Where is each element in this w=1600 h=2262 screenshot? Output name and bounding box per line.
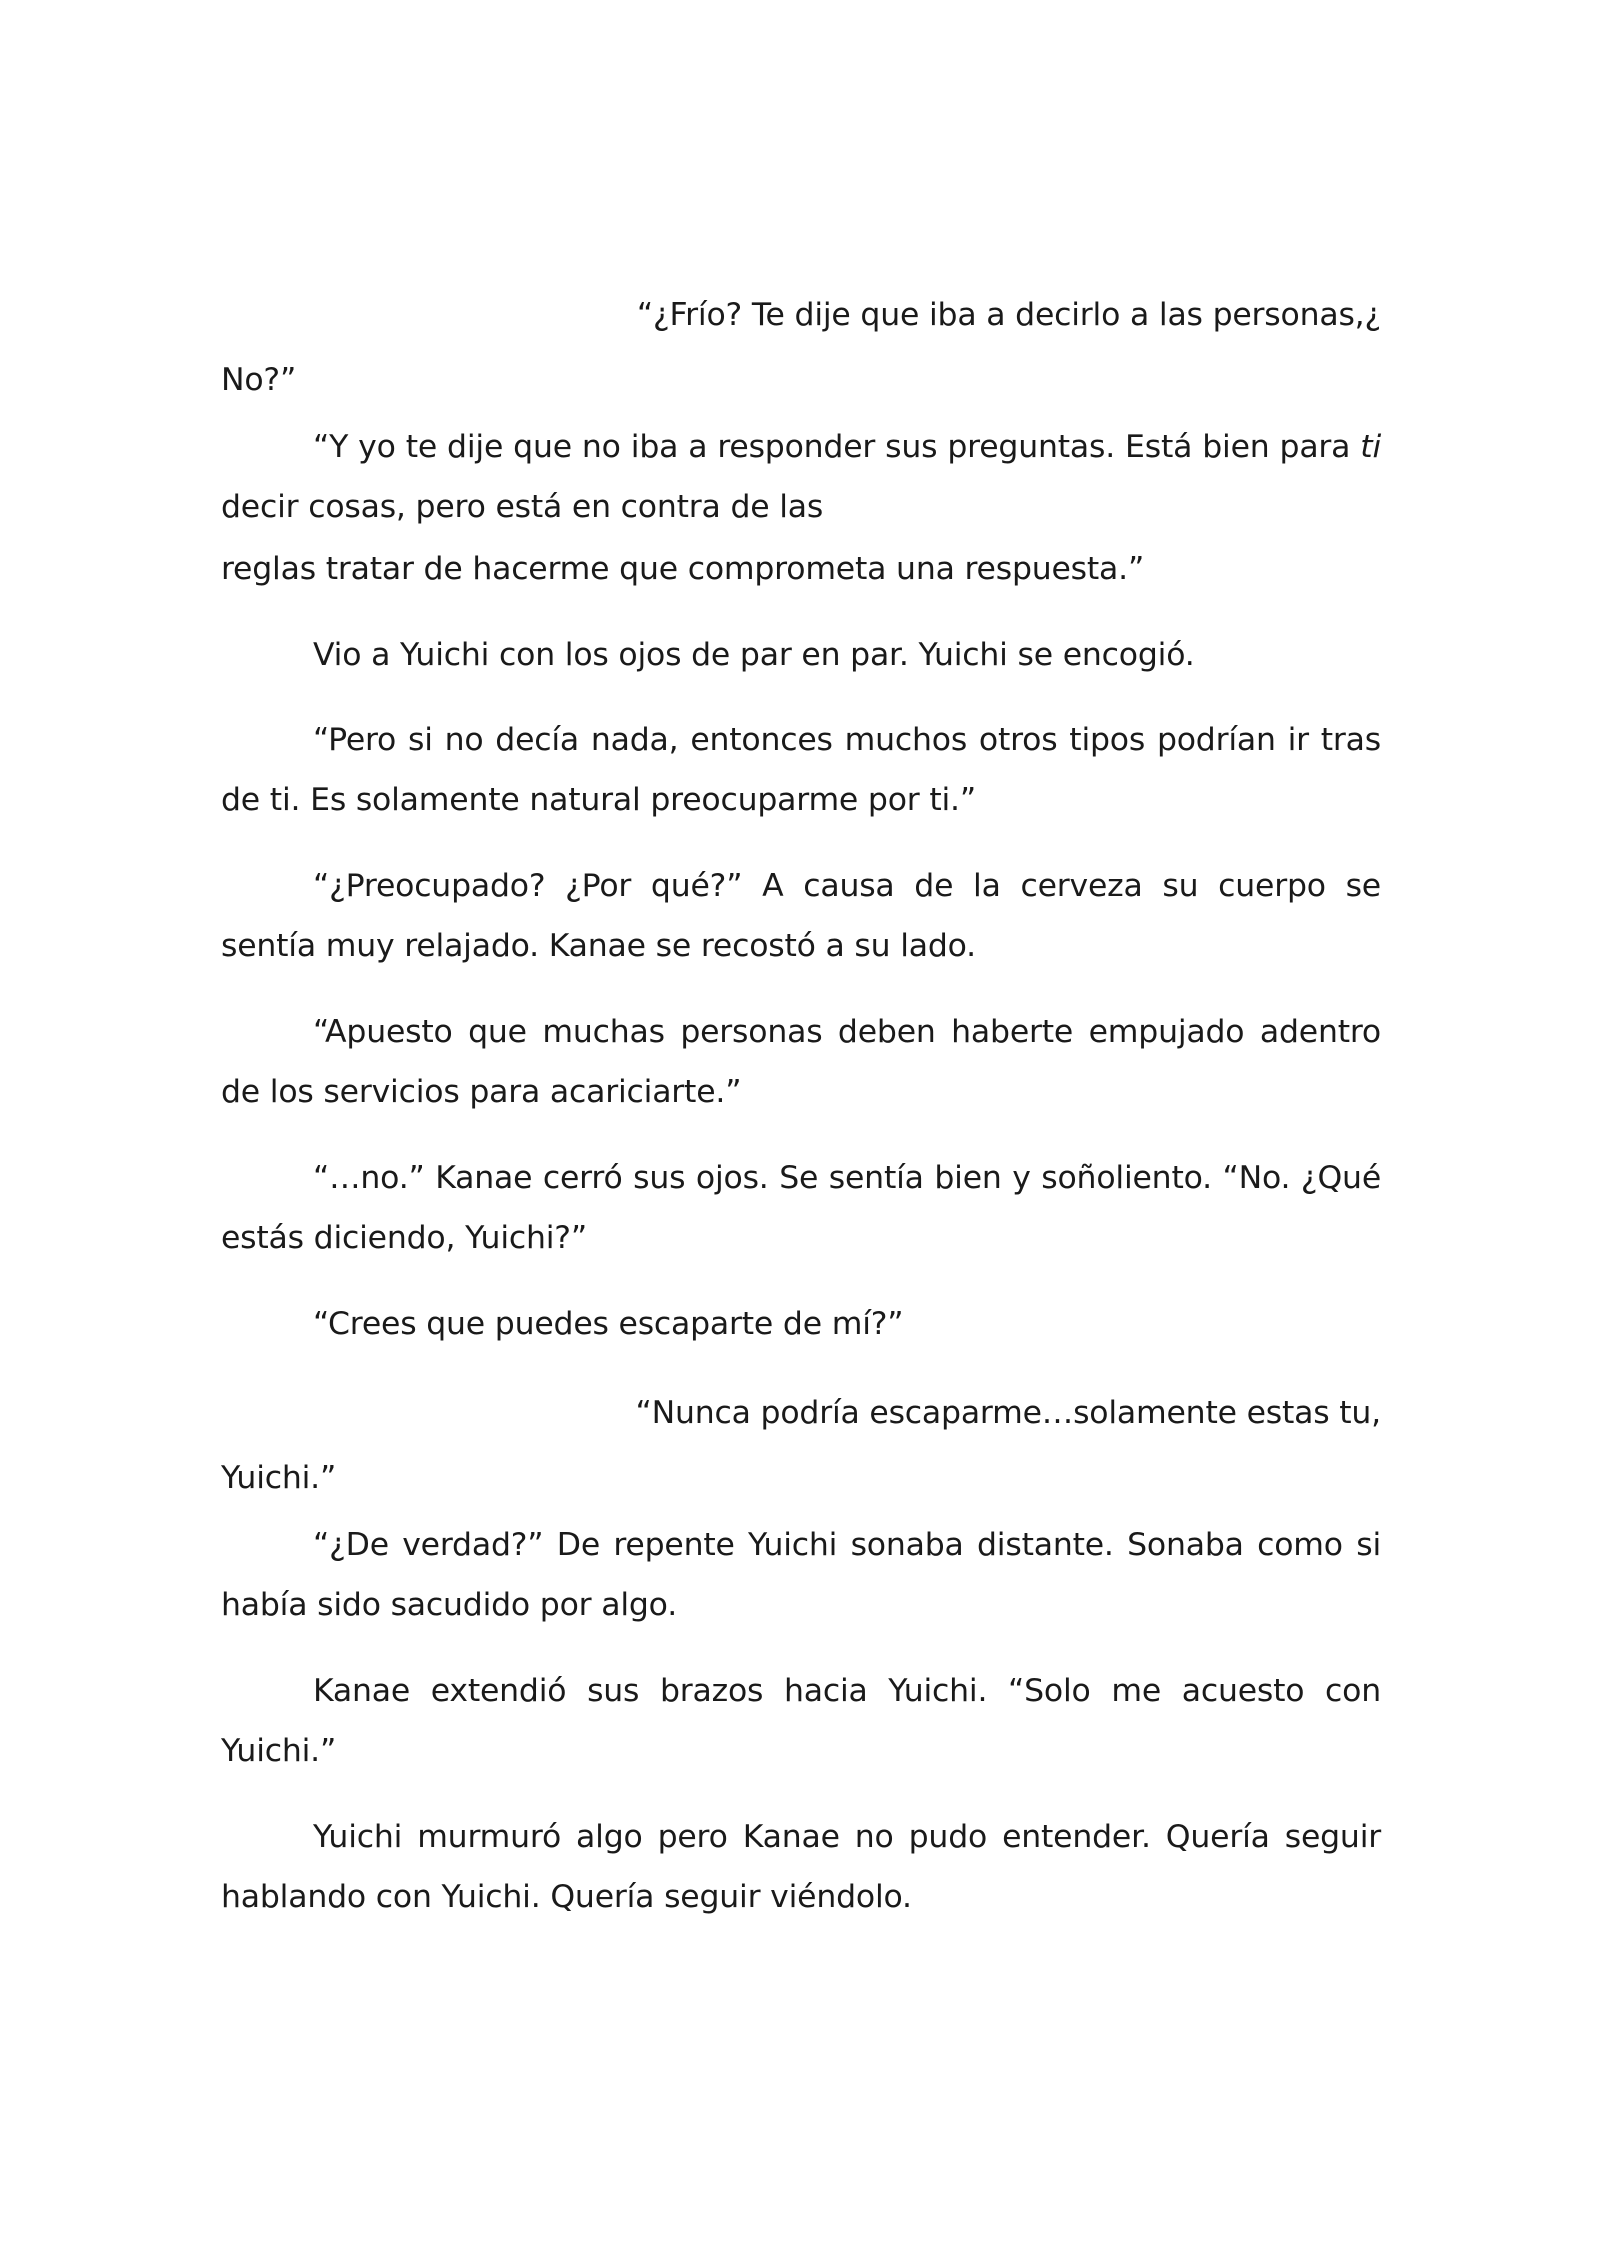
text-line: “Pero si no decía nada, entonces muchos otros tipos podrían ir tras (313, 722, 1381, 758)
text-line: “…no.” Kanae cerró sus ojos. Se sentía bien y soñoliento. “No. ¿Qué (313, 1160, 1381, 1196)
text-line: Kanae extendió sus brazos hacia Yuichi. “Solo me acuesto con (313, 1673, 1381, 1709)
text-line: de ti. Es solamente natural preocuparme por ti.” (221, 782, 976, 818)
text-line: reglas tratar de hacerme que comprometa una respuesta.” (221, 551, 1145, 587)
text-line: Yuichi.” (221, 1460, 337, 1496)
text-span: “Y yo te dije que no iba a responder sus preguntas. Está bien para (313, 429, 1361, 465)
text-line: “¿De verdad?” De repente Yuichi sonaba distante. Sonaba como si (313, 1527, 1381, 1563)
text-line: “¿Frío? Te dije que iba a decirlo a las personas,¿ (636, 297, 1381, 333)
text-line: de los servicios para acariciarte.” (221, 1074, 742, 1110)
text-line: “Nunca podría escaparme…solamente estas tu, (635, 1395, 1381, 1431)
text-line: Vio a Yuichi con los ojos de par en par. Yuichi se encogió. (313, 637, 1195, 673)
text-line: hablando con Yuichi. Quería seguir viéndolo. (221, 1879, 912, 1915)
text-line: estás diciendo, Yuichi?” (221, 1220, 587, 1256)
text-line: sentía muy relajado. Kanae se recostó a su lado. (221, 928, 976, 964)
text-line (313, 427, 1381, 467)
text-line: “Crees que puedes escaparte de mí?” (313, 1306, 904, 1342)
text-line: había sido sacudido por algo. (221, 1587, 678, 1623)
text-line: “Apuesto que muchas personas deben haberte empujado adentro (313, 1014, 1381, 1050)
text-line: “¿Preocupado? ¿Por qué?” A causa de la cerveza su cuerpo se (313, 868, 1381, 904)
text-line: No?” (221, 362, 297, 398)
text-line: Yuichi.” (221, 1733, 337, 1769)
text-line: Yuichi murmuró algo pero Kanae no pudo entender. Quería seguir (313, 1819, 1381, 1855)
italic-word: ti (1360, 429, 1381, 465)
text-line: decir cosas, pero está en contra de las (221, 489, 824, 525)
